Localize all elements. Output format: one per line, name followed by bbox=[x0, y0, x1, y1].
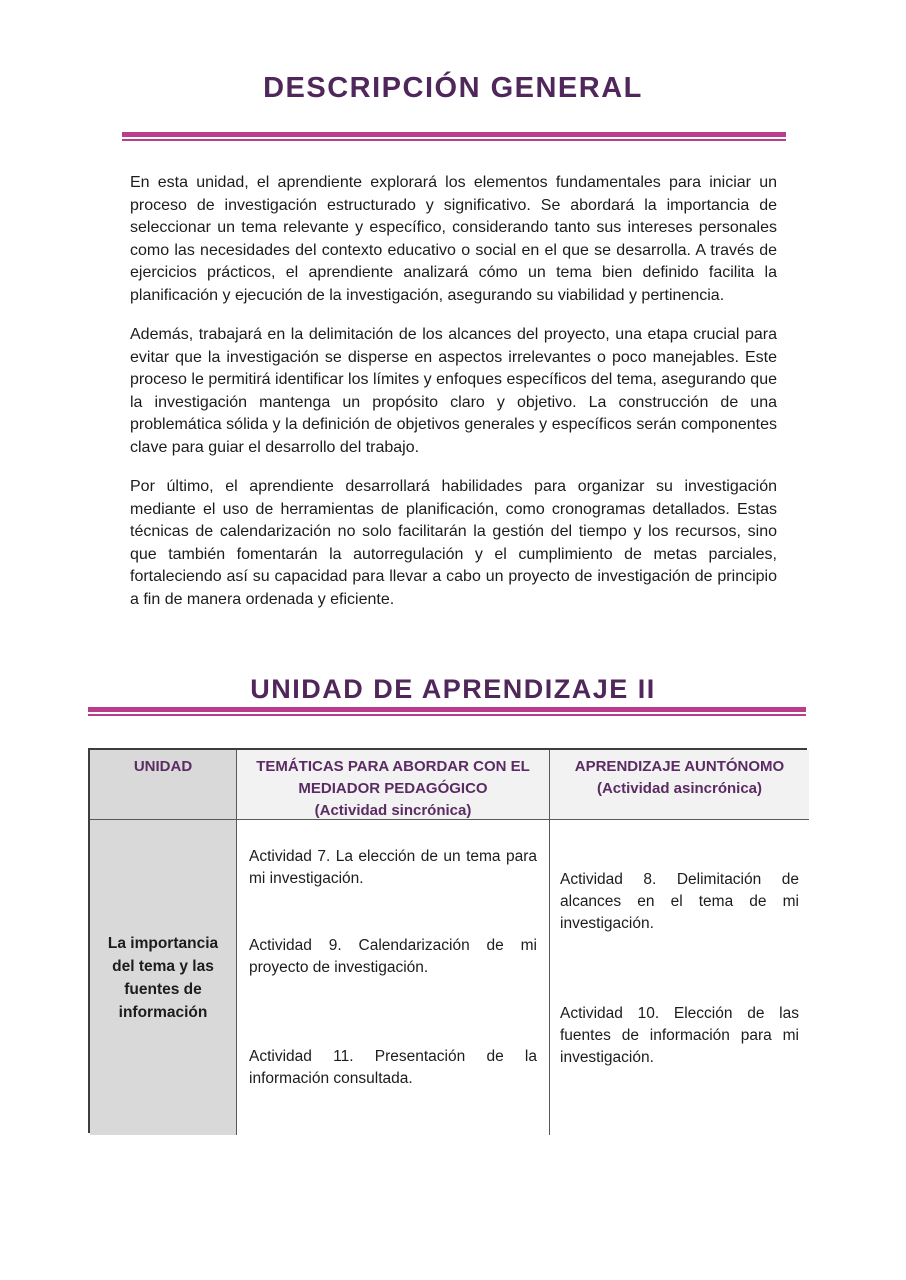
paragraph-2: Además, trabajará en la delimitación de los alcances del proyecto, una etapa crucial para evitar que la investigación se disperse en aspectos irrelevantes o poco manejables. Este proceso le permitirá identificar los límites y enfoques específicos del tema, asegurando que la investigación mantenga un propósito claro y objetivo. La construcción de una problemática sólida y la definición de objetivos generales y específicos serán componentes clave para guiar el desarrollo del trabajo. bbox=[130, 326, 777, 456]
activity-7: Actividad 7. La elección de un tema para mi investigación. bbox=[249, 848, 537, 887]
table-header-aprendizaje-autonomo bbox=[550, 750, 809, 820]
header-subtitle: (Actividad sincrónica) bbox=[314, 802, 472, 819]
table-cell-unit-name bbox=[90, 820, 237, 1135]
header-subtitle: (Actividad asincrónica) bbox=[596, 780, 763, 797]
table-cell-async-activities bbox=[550, 820, 809, 1135]
paragraph-3: Por último, el aprendiente desarrollará habilidades para organizar su investigación mediante el uso de herramientas de planificación, como cronogramas detallados. Estas técnicas de calendarización no solo facilitarán la gestión del tiempo y los recursos, sino que también fomentarán la autorregulación y el cumplimiento de metas parciales, fortaleciendo así su capacidad para llevar a cabo un proyecto de investigación de principio a fin de manera ordenada y eficiente. bbox=[130, 478, 777, 608]
paragraph-1: En esta unidad, el aprendiente explorará los elementos fundamentales para iniciar un proceso de investigación estructurado y significativo. Se abordará la importancia de seleccionar un tema relevante y específico, considerando tanto sus intereses personales como las necesidades del contexto educativo o social en el que se desarrolla. A través de ejercicios prácticos, el aprendiente analizará cómo un tema bien definido facilita la planificación y ejecución de la investigación, asegurando su viabilidad y pertinencia. bbox=[130, 174, 777, 304]
header-title: APRENDIZAJE AUNTÓNOMO bbox=[574, 758, 785, 775]
heading-descripcion-general: DESCRIPCIÓN GENERAL bbox=[263, 72, 643, 104]
unit-activities-table bbox=[88, 748, 807, 1133]
activity-10: Actividad 10. Elección de las fuentes de información para mi investigación. bbox=[560, 1005, 799, 1066]
divider-thin-line bbox=[88, 714, 806, 716]
heading-unidad-aprendizaje-ii: UNIDAD DE APRENDIZAJE II bbox=[250, 674, 656, 704]
activity-8: Actividad 8. Delimitación de alcances en el tema de mi investigación. bbox=[560, 871, 799, 932]
table-header-unidad bbox=[90, 750, 237, 820]
activity-11: Actividad 11. Presentación de la información consultada. bbox=[249, 1048, 537, 1087]
intro-paragraphs bbox=[130, 172, 777, 628]
header-title: UNIDAD bbox=[133, 758, 193, 775]
accent-divider-top bbox=[122, 132, 786, 141]
unit-name-label: La importancia del tema y las fuentes de información bbox=[107, 934, 219, 1021]
activity-9: Actividad 9. Calendarización de mi proyecto de investigación. bbox=[249, 937, 537, 976]
table-header-tematicas bbox=[237, 750, 550, 820]
accent-divider-unit bbox=[88, 707, 806, 716]
divider-thin-line bbox=[122, 139, 786, 141]
header-title: TEMÁTICAS PARA ABORDAR CON EL MEDIADOR PEDAGÓGICO bbox=[256, 758, 530, 797]
table-cell-sync-activities bbox=[237, 820, 550, 1135]
